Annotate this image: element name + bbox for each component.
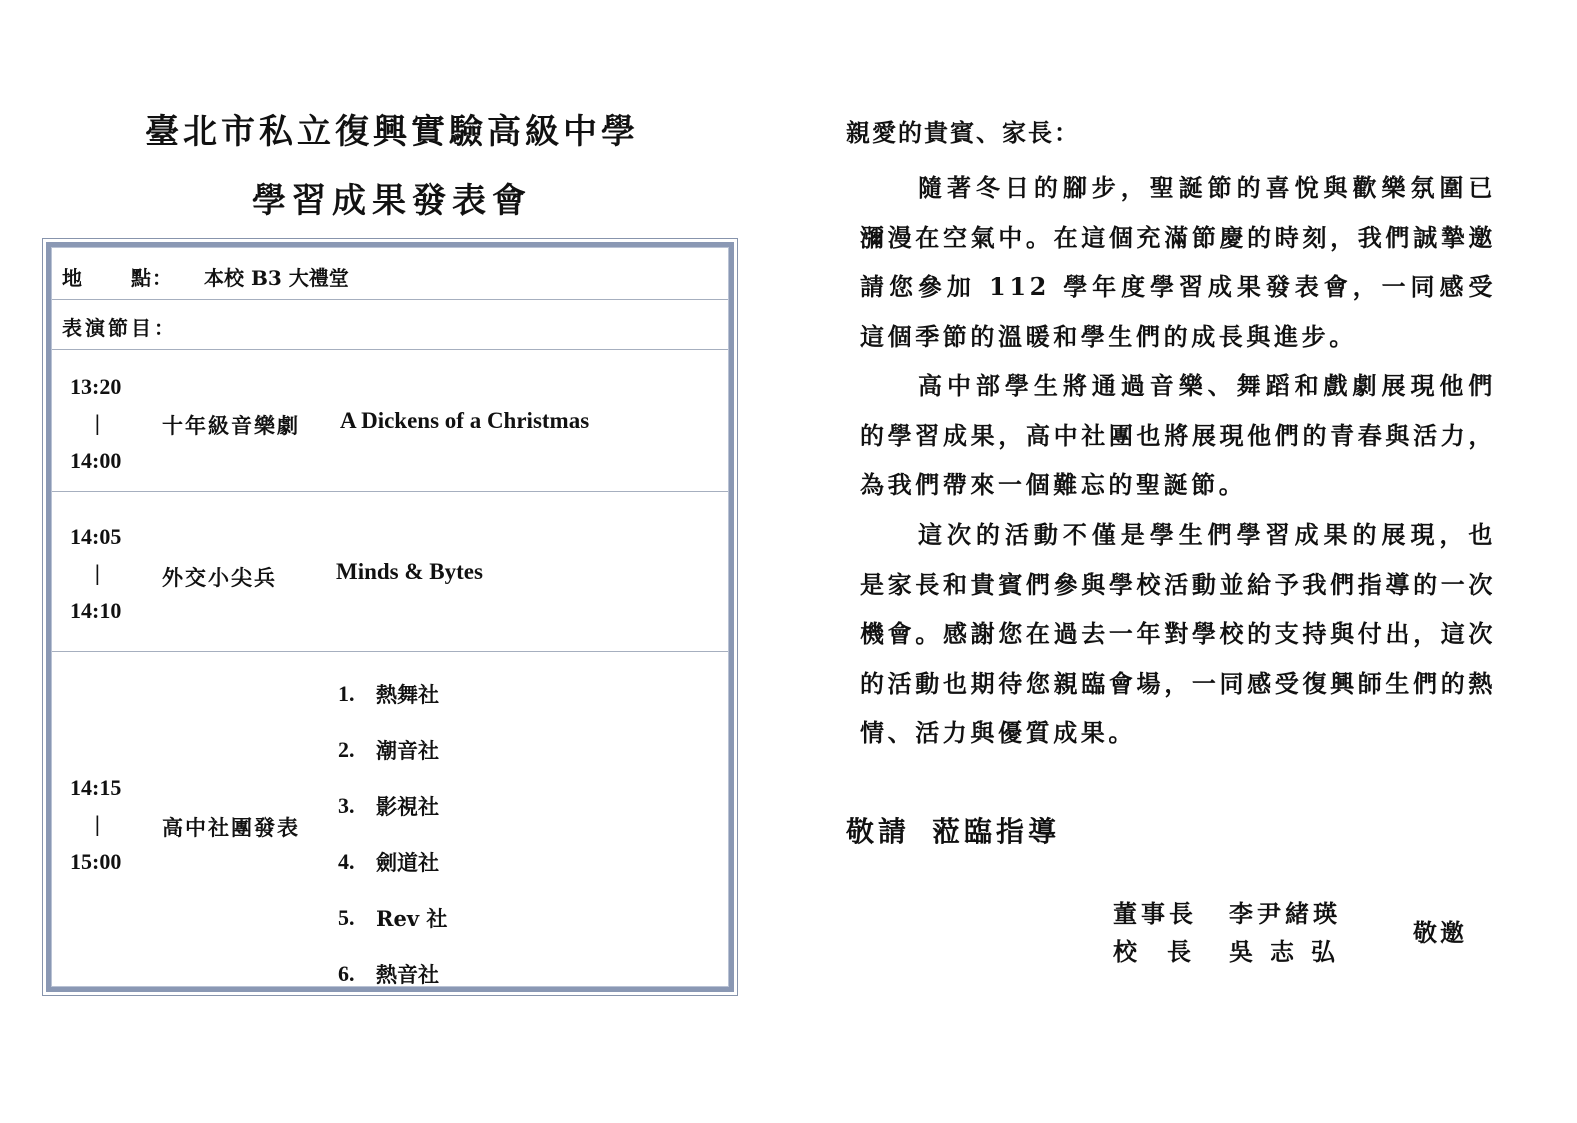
signer-principal [1113, 932, 1352, 967]
signer-name: 吳志弘 [1229, 937, 1352, 966]
letter-paragraph: 高中部學生將通過音樂、舞蹈和戲劇展現他們的學習成果，高中社團也將展現他們的青春與活力，為我們帶來一個難忘的聖誕節。 [860, 371, 1496, 500]
end-time: 14:00 [70, 448, 122, 473]
club-item: 5. Rev 社 [338, 905, 448, 931]
location-label: 地 點： [62, 266, 173, 290]
performance-name: 高中社團發表 [162, 815, 300, 840]
start-time: 14:15 [70, 775, 122, 800]
program-label-row [52, 300, 728, 350]
letter-greeting: 親愛的貴賓、家長： [846, 118, 1080, 147]
signer-role: 董事長 [1113, 899, 1197, 928]
location-row [52, 248, 728, 300]
event-title: 學習成果發表會 [252, 181, 532, 221]
letter-closing: 敬請 蒞臨指導 [846, 815, 1061, 848]
club-item: 3. 影視社 [338, 793, 439, 819]
time-range [70, 368, 130, 479]
club-item: 4. 劍道社 [338, 849, 439, 875]
program-row [52, 652, 728, 986]
program-row [52, 350, 728, 492]
invite-signoff: 敬邀 [1413, 918, 1467, 947]
signer-name: 李尹緒瑛 [1229, 899, 1341, 928]
time-range [70, 769, 130, 880]
performance-title: Minds & Bytes [336, 559, 483, 584]
program-table-border [46, 242, 734, 992]
time-range [70, 518, 130, 629]
club-item: 2. 潮音社 [338, 737, 439, 763]
performance-name: 十年級音樂劇 [162, 413, 300, 438]
program-label: 表演節目： [62, 316, 177, 340]
club-item: 1. 熱舞社 [338, 681, 439, 707]
program-row [52, 492, 728, 652]
school-name: 臺北市私立復興實驗高級中學 [145, 112, 639, 152]
location-value: 本校 B3 大禮堂 [204, 266, 349, 290]
time-separator: | [94, 561, 101, 585]
club-list [338, 666, 447, 1002]
end-time: 15:00 [70, 849, 122, 874]
letter-paragraph: 這次的活動不僅是學生們學習成果的展現，也是家長和貴賓們參與學校活動並給予我們指導的一次機會。感謝您在過去一年對學校的支持與付出，這次的活動也期待您親臨會場，一同感受復興師生們的熱情、活力與優質成果。 [860, 520, 1496, 748]
performance-name: 外交小尖兵 [162, 565, 277, 590]
time-separator: | [94, 411, 101, 435]
program-table [42, 238, 738, 996]
signer-role: 校長 [1113, 937, 1221, 966]
letter-paragraph: 隨著冬日的腳步，聖誕節的喜悅與歡樂氛圍已瀰漫在空氣中。在這個充滿節慶的時刻，我們誠摯邀請您參加 112 學年度學習成果發表會，一同感受這個季節的溫暖和學生們的成長與進步。 [860, 173, 1496, 351]
signer-chairman [1113, 894, 1341, 929]
performance-title: A Dickens of a Christmas [340, 408, 590, 433]
time-separator: | [94, 812, 101, 836]
start-time: 13:20 [70, 374, 122, 399]
start-time: 14:05 [70, 524, 122, 549]
club-item: 6. 熱音社 [338, 961, 439, 987]
end-time: 14:10 [70, 598, 122, 623]
